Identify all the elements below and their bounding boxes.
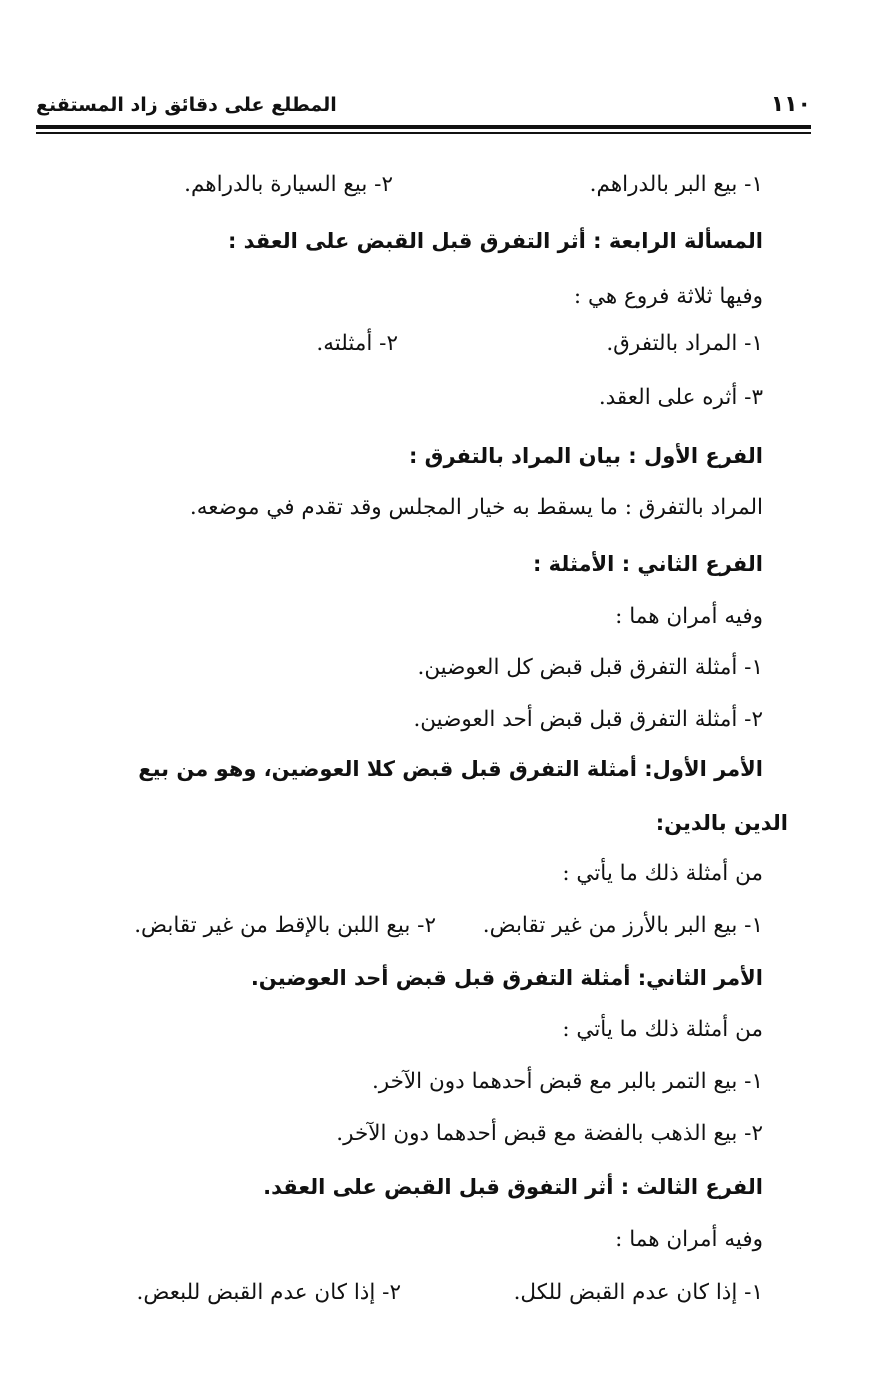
list-item: ١- بيع التمر بالبر مع قبض أحدهما دون الآخر. xyxy=(371,1069,763,1094)
paragraph-line: وفيه أمران هما : xyxy=(615,604,763,629)
list-item: ١- أمثلة التفرق قبل قبض كل العوضين. xyxy=(417,655,763,680)
subsection-heading: الفرع الثاني : الأمثلة : xyxy=(532,552,763,576)
topic-heading: الأمر الثاني: أمثلة التفرق قبل قبض أحد العوضين. xyxy=(250,966,763,990)
list-item: ٢- أمثلة التفرق قبل قبض أحد العوضين. xyxy=(413,707,763,732)
subsection-heading: الفرع الأول : بيان المراد بالتفرق : xyxy=(408,444,763,468)
list-item: ٢- بيع الذهب بالفضة مع قبض أحدهما دون الآخر. xyxy=(336,1121,763,1146)
paragraph-line: وفيه أمران هما : xyxy=(615,1227,763,1252)
paragraph-line: المراد بالتفرق : ما يسقط به خيار المجلس وقد تقدم في موضعه. xyxy=(189,495,763,520)
subsection-heading: الفرع الثالث : أثر التفوق قبل القبض على العقد. xyxy=(263,1175,763,1199)
list-item: ٢- أمثلته. xyxy=(316,331,398,356)
list-item: ٢- بيع اللبن بالإقط من غير تقابض. xyxy=(134,913,436,938)
page-header xyxy=(36,90,811,122)
paragraph-line: وفيها ثلاثة فروع هي : xyxy=(573,284,763,309)
page-number: ١١٠ xyxy=(770,92,811,117)
list-item: ١- بيع البر بالأرز من غير تقابض. xyxy=(482,913,763,938)
header-rule-thick xyxy=(36,125,811,129)
list-item: ١- إذا كان عدم القبض للكل. xyxy=(513,1280,763,1305)
list-item: ٢- إذا كان عدم القبض للبعض. xyxy=(136,1280,401,1305)
list-item: ١- بيع البر بالدراهم. xyxy=(589,172,763,197)
paragraph-line: من أمثلة ذلك ما يأتي : xyxy=(562,1017,763,1042)
list-item: ١- المراد بالتفرق. xyxy=(606,331,763,356)
list-item: ٢- بيع السيارة بالدراهم. xyxy=(184,172,393,197)
book-title: المطلع على دقائق زاد المستقنع xyxy=(36,94,337,116)
paragraph-line: من أمثلة ذلك ما يأتي : xyxy=(562,861,763,886)
list-item: ٣- أثره على العقد. xyxy=(598,385,763,410)
section-heading: المسألة الرابعة : أثر التفرق قبل القبض على العقد : xyxy=(227,229,763,253)
header-rule-thin xyxy=(36,132,811,134)
topic-heading: الأمر الأول: أمثلة التفرق قبل قبض كلا العوضين، وهو من بيع xyxy=(138,757,763,781)
topic-heading-continuation: الدين بالدين: xyxy=(655,811,788,835)
